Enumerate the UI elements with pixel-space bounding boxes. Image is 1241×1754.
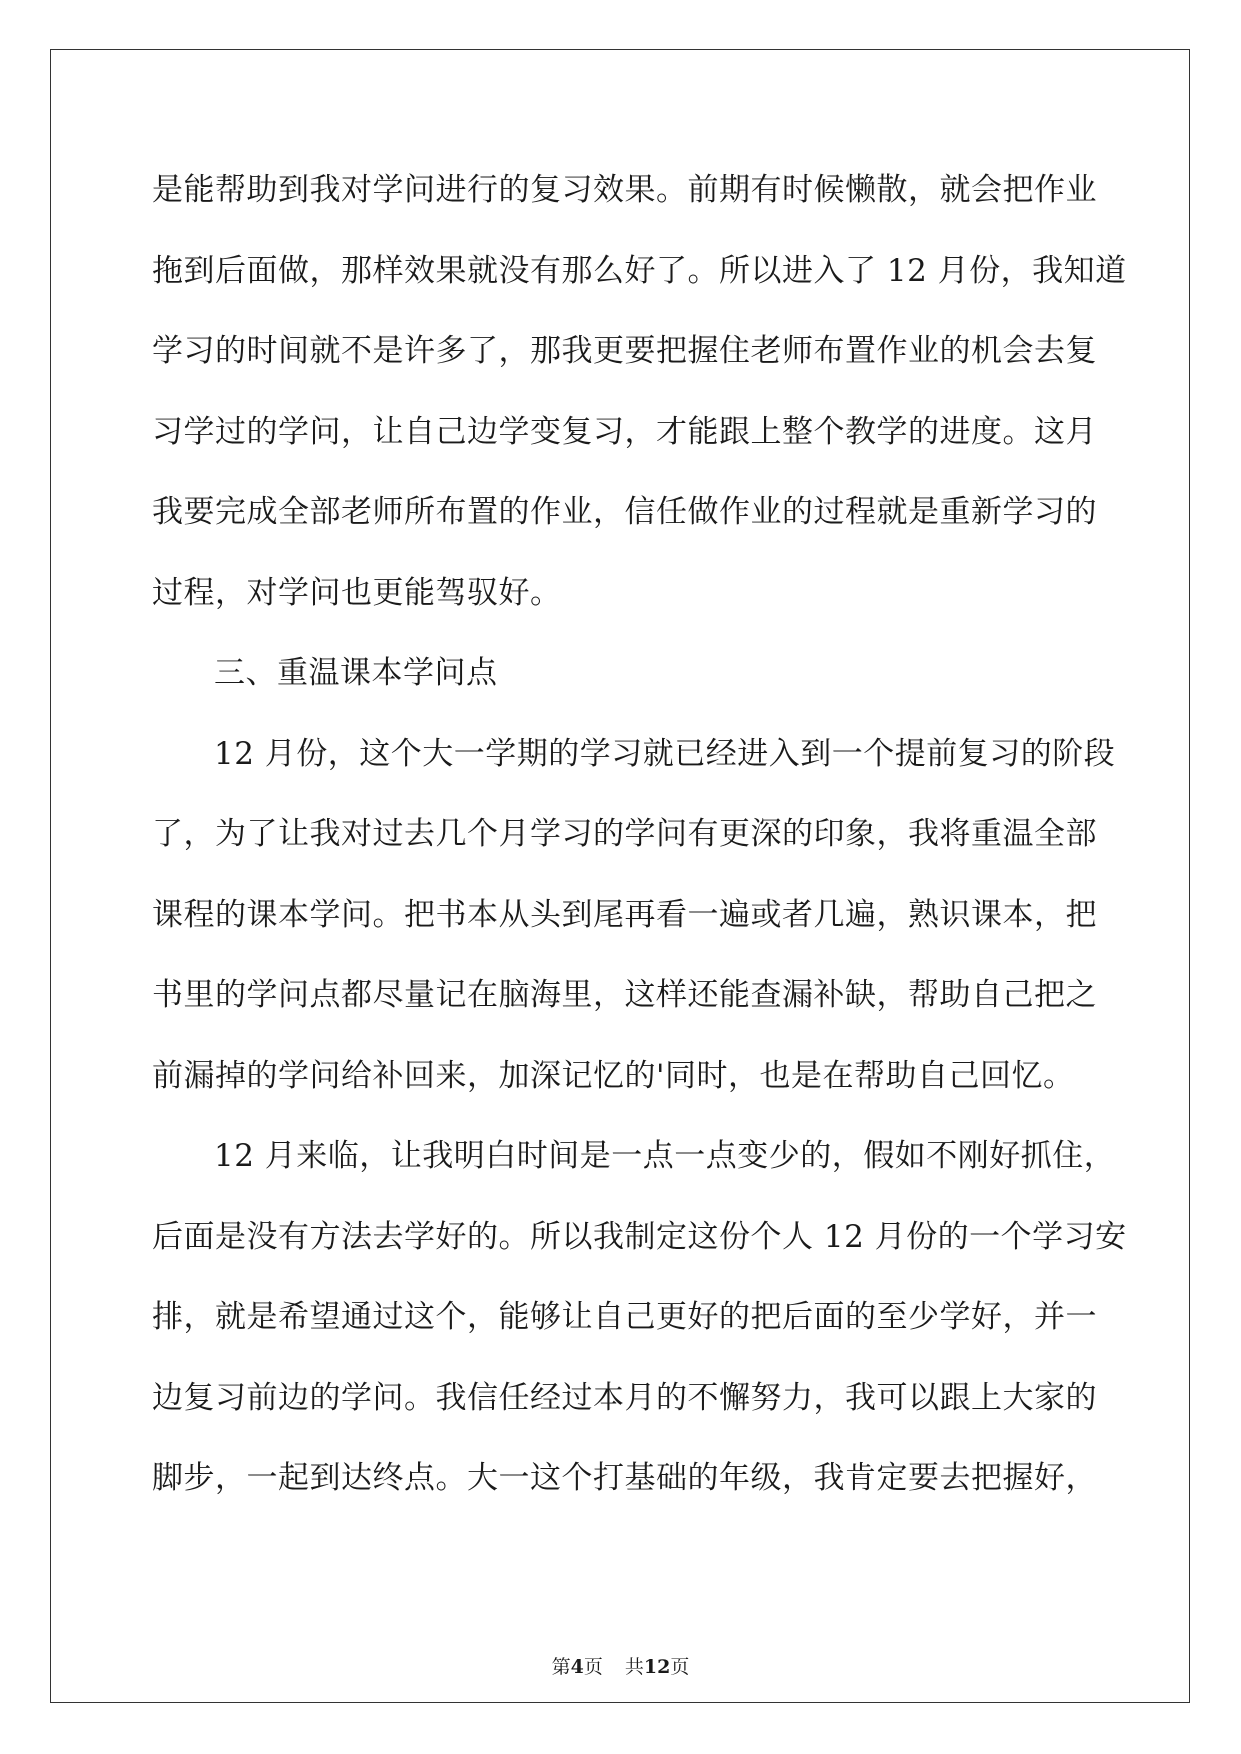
current-page-number: 4 bbox=[570, 1656, 584, 1678]
text-line: 了，为了让我对过去几个月学习的学问有更深的印象，我将重温全部 bbox=[152, 816, 1097, 852]
footer-page-suffix: 页 bbox=[583, 1656, 603, 1678]
text-line: 我要完成全部老师所布置的作业，信任做作业的过程就是重新学习的 bbox=[152, 494, 1097, 530]
text-line: 学习的时间就不是许多了，那我更要把握住老师布置作业的机会去复 bbox=[152, 333, 1097, 369]
text-line: 12 月份，这个大一学期的学习就已经进入到一个提前复习的阶段 bbox=[214, 735, 1116, 772]
text-line: 课程的课本学问。把书本从头到尾再看一遍或者几遍，熟识课本，把 bbox=[152, 896, 1097, 933]
text-line: 习学过的学问，让自己边学变复习，才能跟上整个教学的进度。这月 bbox=[152, 413, 1097, 450]
text-line: 前漏掉的学问给补回来，加深记忆的'同时，也是在帮助自己回忆。 bbox=[152, 1057, 1075, 1094]
text-line: 是能帮助到我对学问进行的复习效果。前期有时候懒散，就会把作业 bbox=[152, 172, 1097, 208]
footer-total-suffix: 页 bbox=[670, 1656, 690, 1678]
text-line: 排，就是希望通过这个，能够让自己更好的把后面的至少学好，并一 bbox=[152, 1299, 1097, 1335]
text-line: 边复习前边的学问。我信任经过本月的不懈努力，我可以跟上大家的 bbox=[152, 1379, 1097, 1416]
footer-prefix: 第 bbox=[551, 1656, 571, 1678]
footer-total-prefix: 共 bbox=[624, 1656, 644, 1678]
text-line: 后面是没有方法去学好的。所以我制定这份个人 12 月份的一个学习安 bbox=[152, 1218, 1127, 1255]
text-line: 12 月来临，让我明白时间是一点一点变少的，假如不刚好抓住， bbox=[214, 1138, 1116, 1174]
text-line: 脚步，一起到达终点。大一这个打基础的年级，我肯定要去把握好， bbox=[152, 1460, 1097, 1496]
text-line: 书里的学问点都尽量记在脑海里，这样还能查漏补缺，帮助自己把之 bbox=[152, 977, 1097, 1013]
text-line: 过程，对学问也更能驾驭好。 bbox=[152, 574, 562, 611]
page-footer bbox=[0, 1652, 1241, 1679]
document-body bbox=[152, 160, 1127, 1529]
text-line: 拖到后面做，那样效果就没有那么好了。所以进入了 12 月份，我知道 bbox=[152, 252, 1127, 289]
total-page-count: 12 bbox=[643, 1656, 671, 1678]
section-heading: 三、重温课本学问点 bbox=[214, 655, 498, 691]
